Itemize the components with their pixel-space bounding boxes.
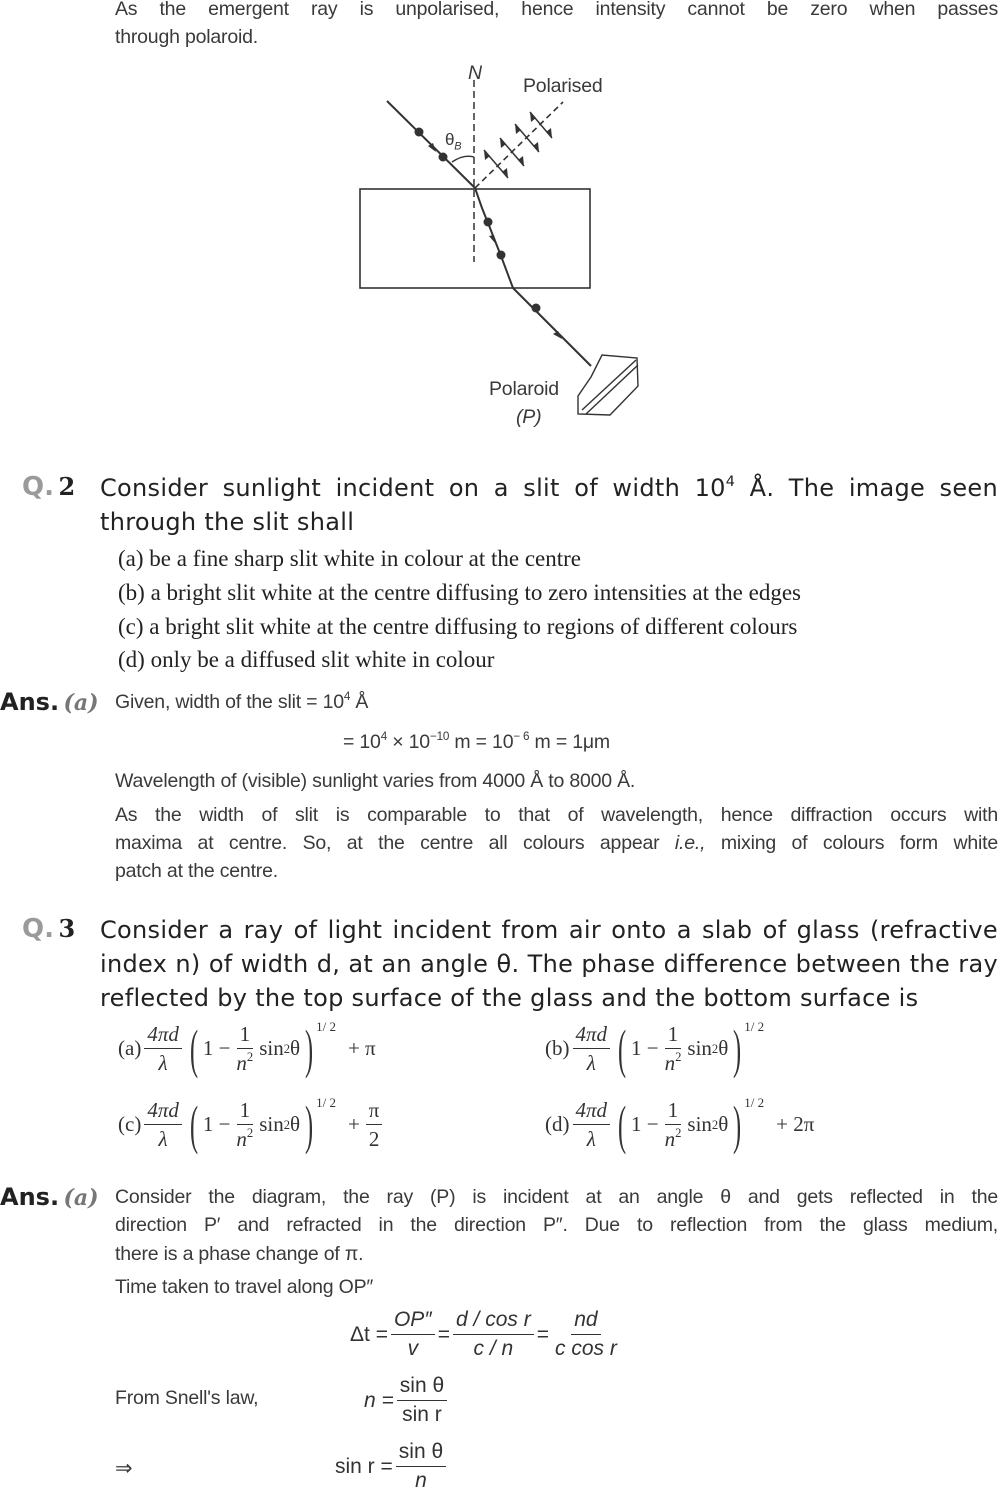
expr-num: 4πd bbox=[573, 1096, 611, 1125]
math-exp: −10 bbox=[429, 729, 450, 743]
expr-one: 1 − bbox=[631, 1036, 659, 1061]
ans3-line-3: there is a phase change of π. bbox=[115, 1243, 364, 1265]
inner-num: 1 bbox=[665, 1020, 682, 1049]
expr-num: 4πd bbox=[573, 1020, 611, 1049]
given-unit: Å bbox=[350, 691, 369, 713]
theta: θ bbox=[290, 1036, 301, 1061]
expr-one: 1 − bbox=[202, 1112, 231, 1137]
math-exp: 4 bbox=[380, 729, 388, 743]
power: 1/ 2 bbox=[316, 1094, 336, 1110]
math-part: m = 10 bbox=[449, 731, 514, 753]
expr-den: λ bbox=[586, 1127, 596, 1152]
q3-line-3: reflected by the top surface of the glass and the bottom surface is bbox=[100, 984, 919, 1012]
inner-den: n bbox=[236, 1051, 247, 1076]
q2-option-a: (a) be a fine sharp slit white in colour at the centre bbox=[118, 546, 582, 571]
ans2-para-3: patch at the centre. bbox=[115, 860, 278, 882]
ans3-line-1: Consider the diagram, the ray (P) is incident at an angle θ and gets reflected in the bbox=[115, 1186, 998, 1208]
intro-line-2: through polaroid. bbox=[115, 26, 258, 48]
intro-line-1: As the emergent ray is unpolarised, hence intensity cannot be zero when passes bbox=[115, 0, 998, 20]
given-exp: 4 bbox=[343, 689, 351, 703]
inner-sup: 2 bbox=[246, 1126, 254, 1141]
sin-r-equation bbox=[335, 1438, 449, 1496]
q3-option-a: (a) $\frac{4\pi d}{\lambda}$ ( 1 − $\frac{1}{n^2}$ sin 2 θ ) 1/ 2 + π bbox=[118, 1018, 376, 1079]
para-text: maxima at centre. So, at the centre all colours appear bbox=[115, 832, 675, 854]
theta: θ bbox=[290, 1112, 301, 1137]
tail-den: 2 bbox=[368, 1127, 380, 1152]
inner-num: 1 bbox=[237, 1096, 254, 1125]
q3-option-b: (b) $\frac{4\pi d}{\lambda}$ ( 1 − $\frac{1}{n^2}$ sin 2 θ ) 1/ 2 bbox=[545, 1018, 765, 1079]
question-number: 3 bbox=[58, 914, 76, 943]
sinr-lhs: sin r = bbox=[335, 1454, 393, 1478]
sin: sin bbox=[687, 1036, 712, 1061]
ans-label: Ans. bbox=[0, 688, 60, 716]
polaroid-symbol: (P) bbox=[516, 406, 542, 428]
sin: sin bbox=[259, 1112, 284, 1137]
snell-den: sin r bbox=[402, 1403, 442, 1427]
q2-text: Consider sunlight incident on a slit of width 10 bbox=[100, 474, 726, 502]
equals: = bbox=[437, 1322, 451, 1346]
ans2-wavelength: Wavelength of (visible) sunlight varies from 4000 Å to 8000 Å. bbox=[115, 770, 636, 792]
inner-den: n bbox=[664, 1051, 676, 1076]
expr-one: 1 − bbox=[202, 1036, 231, 1061]
question-marker: Q. bbox=[22, 472, 54, 502]
reflected-ray bbox=[475, 102, 563, 188]
tail-num: π bbox=[366, 1096, 383, 1125]
snell-num: sin θ bbox=[397, 1372, 447, 1401]
question-2-marker bbox=[22, 472, 75, 502]
answer-3-label bbox=[0, 1183, 99, 1211]
ans-choice: (a) bbox=[63, 690, 99, 716]
ans2-given bbox=[115, 691, 368, 714]
polaroid-label: Polaroid bbox=[489, 378, 559, 400]
sin: sin bbox=[259, 1036, 284, 1061]
para-text: mixing of colours form white bbox=[705, 832, 998, 854]
expr-den: λ bbox=[586, 1051, 596, 1076]
option-label: (c) bbox=[118, 1112, 142, 1137]
question-marker: Q. bbox=[22, 914, 54, 944]
expr-one: 1 − bbox=[631, 1112, 659, 1137]
theta: θ bbox=[718, 1036, 729, 1061]
inner-den: n bbox=[236, 1127, 247, 1152]
glass-slab bbox=[360, 189, 590, 288]
power: 1/ 2 bbox=[744, 1094, 765, 1110]
math-part: = 10 bbox=[343, 731, 381, 753]
q3-option-d: (d) $\frac{4\pi d}{\lambda}$ ( 1 − $\frac{1}{n^2}$ sin 2 θ ) 1/ 2 + 2π bbox=[545, 1094, 815, 1155]
option-tail: + 2π bbox=[776, 1112, 815, 1137]
angle-arc bbox=[452, 156, 474, 162]
f2-num: d / cos r bbox=[453, 1306, 534, 1335]
inner-sup: 2 bbox=[246, 1050, 254, 1065]
question-number: 2 bbox=[58, 472, 76, 501]
power: 1/ 2 bbox=[316, 1018, 336, 1034]
q2-option-c: (c) a bright slit white at the centre diffusing to regions of different colours bbox=[118, 614, 798, 639]
ans-choice: (a) bbox=[63, 1185, 99, 1211]
ray-diagram-svg bbox=[0, 0, 999, 440]
ans2-para-2 bbox=[115, 832, 998, 855]
polarised-label: Polarised bbox=[523, 75, 603, 97]
math-part: m = 1μm bbox=[529, 731, 610, 753]
option-tail: + bbox=[347, 1112, 360, 1137]
equals: = bbox=[536, 1322, 549, 1346]
delta-t-equation bbox=[350, 1306, 623, 1364]
f2-den: c / n bbox=[473, 1337, 514, 1361]
snell-lhs: n = bbox=[364, 1388, 394, 1412]
theta-subscript: B bbox=[454, 140, 462, 153]
inner-num: 1 bbox=[237, 1020, 254, 1049]
para-italic: i.e., bbox=[674, 832, 706, 854]
sinr-den: n bbox=[415, 1469, 427, 1493]
f1-den: v bbox=[407, 1337, 419, 1361]
expr-den: λ bbox=[158, 1051, 168, 1076]
q2-line-1 bbox=[100, 474, 998, 502]
theta: θ bbox=[718, 1112, 729, 1137]
ans2-para-1: As the width of slit is comparable to that of wavelength, hence diffraction occurs with bbox=[115, 804, 998, 826]
implies-symbol: ⇒ bbox=[115, 1457, 133, 1480]
math-exp: − 6 bbox=[513, 729, 530, 743]
normal-label: N bbox=[468, 62, 482, 84]
ans3-line-2: direction P′ and refracted in the direction P″. Due to reflection from the glass medium, bbox=[115, 1214, 998, 1236]
inner-den: n bbox=[664, 1127, 676, 1152]
expr-num: 4πd bbox=[144, 1096, 182, 1125]
f3-den: c cos r bbox=[554, 1337, 617, 1361]
option-tail: + π bbox=[347, 1036, 376, 1061]
q2-text-end: Å. The image seen bbox=[735, 474, 999, 502]
snell-equation bbox=[364, 1372, 450, 1430]
sinr-num: sin θ bbox=[396, 1438, 446, 1467]
ans3-time-line: Time taken to travel along OP″ bbox=[115, 1276, 374, 1298]
emergent-ray bbox=[513, 288, 591, 366]
option-label: (a) bbox=[118, 1036, 142, 1061]
power: 1/ 2 bbox=[744, 1018, 765, 1034]
q2-option-b: (b) a bright slit white at the centre diffusing to zero intensities at the edges bbox=[118, 580, 801, 605]
option-label: (d) bbox=[545, 1112, 570, 1137]
brewster-diagram bbox=[0, 0, 999, 440]
snell-label: From Snell's law, bbox=[115, 1387, 259, 1409]
answer-2-label bbox=[0, 688, 99, 716]
theta-symbol: θ bbox=[445, 130, 455, 149]
ans-label: Ans. bbox=[0, 1183, 60, 1211]
q2-exponent: 4 bbox=[725, 473, 736, 490]
q3-line-2: index n) of width d, at an angle θ. The phase difference between the ray bbox=[100, 950, 998, 978]
expr-den: λ bbox=[158, 1127, 168, 1152]
inner-sup: 2 bbox=[675, 1126, 682, 1141]
brewster-angle-label bbox=[445, 130, 461, 152]
f1-num: OP″ bbox=[391, 1306, 435, 1335]
dt-lhs: Δt = bbox=[350, 1322, 388, 1346]
q3-option-c: (c) $\frac{4\pi d}{\lambda}$ ( 1 − $\frac{1}{n^2}$ sin 2 θ ) 1/ 2 + $\frac{\pi}{2}$ bbox=[118, 1096, 385, 1154]
inner-sup: 2 bbox=[675, 1050, 682, 1065]
q2-option-d: (d) only be a diffused slit white in colour bbox=[118, 647, 495, 672]
option-label: (b) bbox=[545, 1036, 570, 1061]
f3-num: nd bbox=[571, 1306, 600, 1335]
q3-line-1: Consider a ray of light incident from air onto a slab of glass (refractive bbox=[100, 916, 998, 944]
ans2-math bbox=[343, 731, 610, 754]
inner-num: 1 bbox=[665, 1096, 682, 1125]
sin: sin bbox=[687, 1112, 712, 1137]
expr-num: 4πd bbox=[144, 1020, 182, 1049]
math-part: × 10 bbox=[387, 731, 430, 753]
q2-line-2: through the slit shall bbox=[100, 508, 355, 536]
given-text: Given, width of the slit = 10 bbox=[115, 691, 344, 713]
question-3-marker bbox=[22, 914, 75, 944]
